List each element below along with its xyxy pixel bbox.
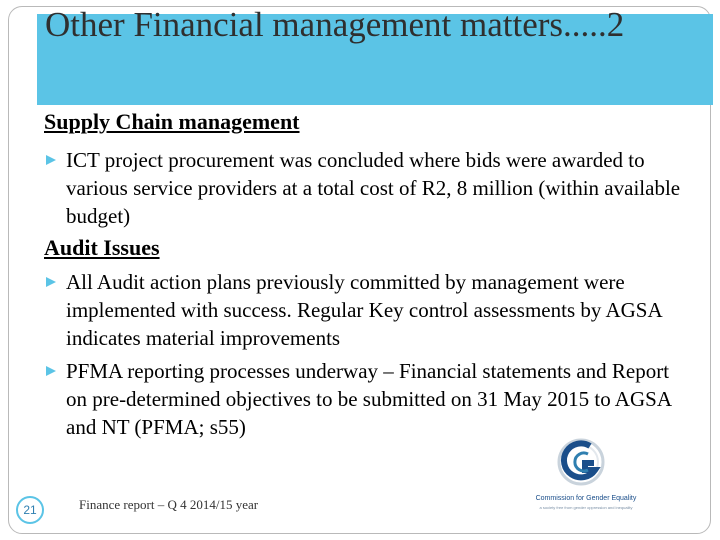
slide-number: 21 [16, 496, 44, 524]
bullet-item [44, 146, 684, 230]
bullet-text: ICT project procurement was concluded where bids were awarded to various service providers at a total cost of R2, 8 million (within available budget) [66, 148, 681, 228]
bullet-item [44, 357, 684, 441]
section-heading-supply-chain: Supply Chain management [44, 109, 300, 134]
bullet-arrow-icon [46, 155, 56, 165]
slide-title: Other Financial management matters.....2 [45, 5, 625, 44]
section-heading-audit-issues: Audit Issues [44, 235, 160, 260]
bullet-text: All Audit action plans previously committed by management were implemented with success. Regular Key control assessments by AGSA indicates material improvements [66, 270, 662, 350]
footer-text: Finance report – Q 4 2014/15 year [79, 497, 259, 512]
bullet-arrow-icon [46, 277, 56, 287]
logo-icon [555, 432, 607, 494]
bullet-arrow-icon [46, 366, 56, 376]
logo-tagline: a society free from gender oppression and inequality [539, 505, 633, 510]
bullet-text: PFMA reporting processes underway – Financial statements and Report on pre-determined objectives to be submitted on 31 May 2015 to AGSA and NT (PFMA; s55) [66, 359, 671, 439]
bullet-item [44, 268, 684, 352]
logo-name: Commission for Gender Equality [535, 495, 637, 502]
slide-content [44, 108, 684, 441]
